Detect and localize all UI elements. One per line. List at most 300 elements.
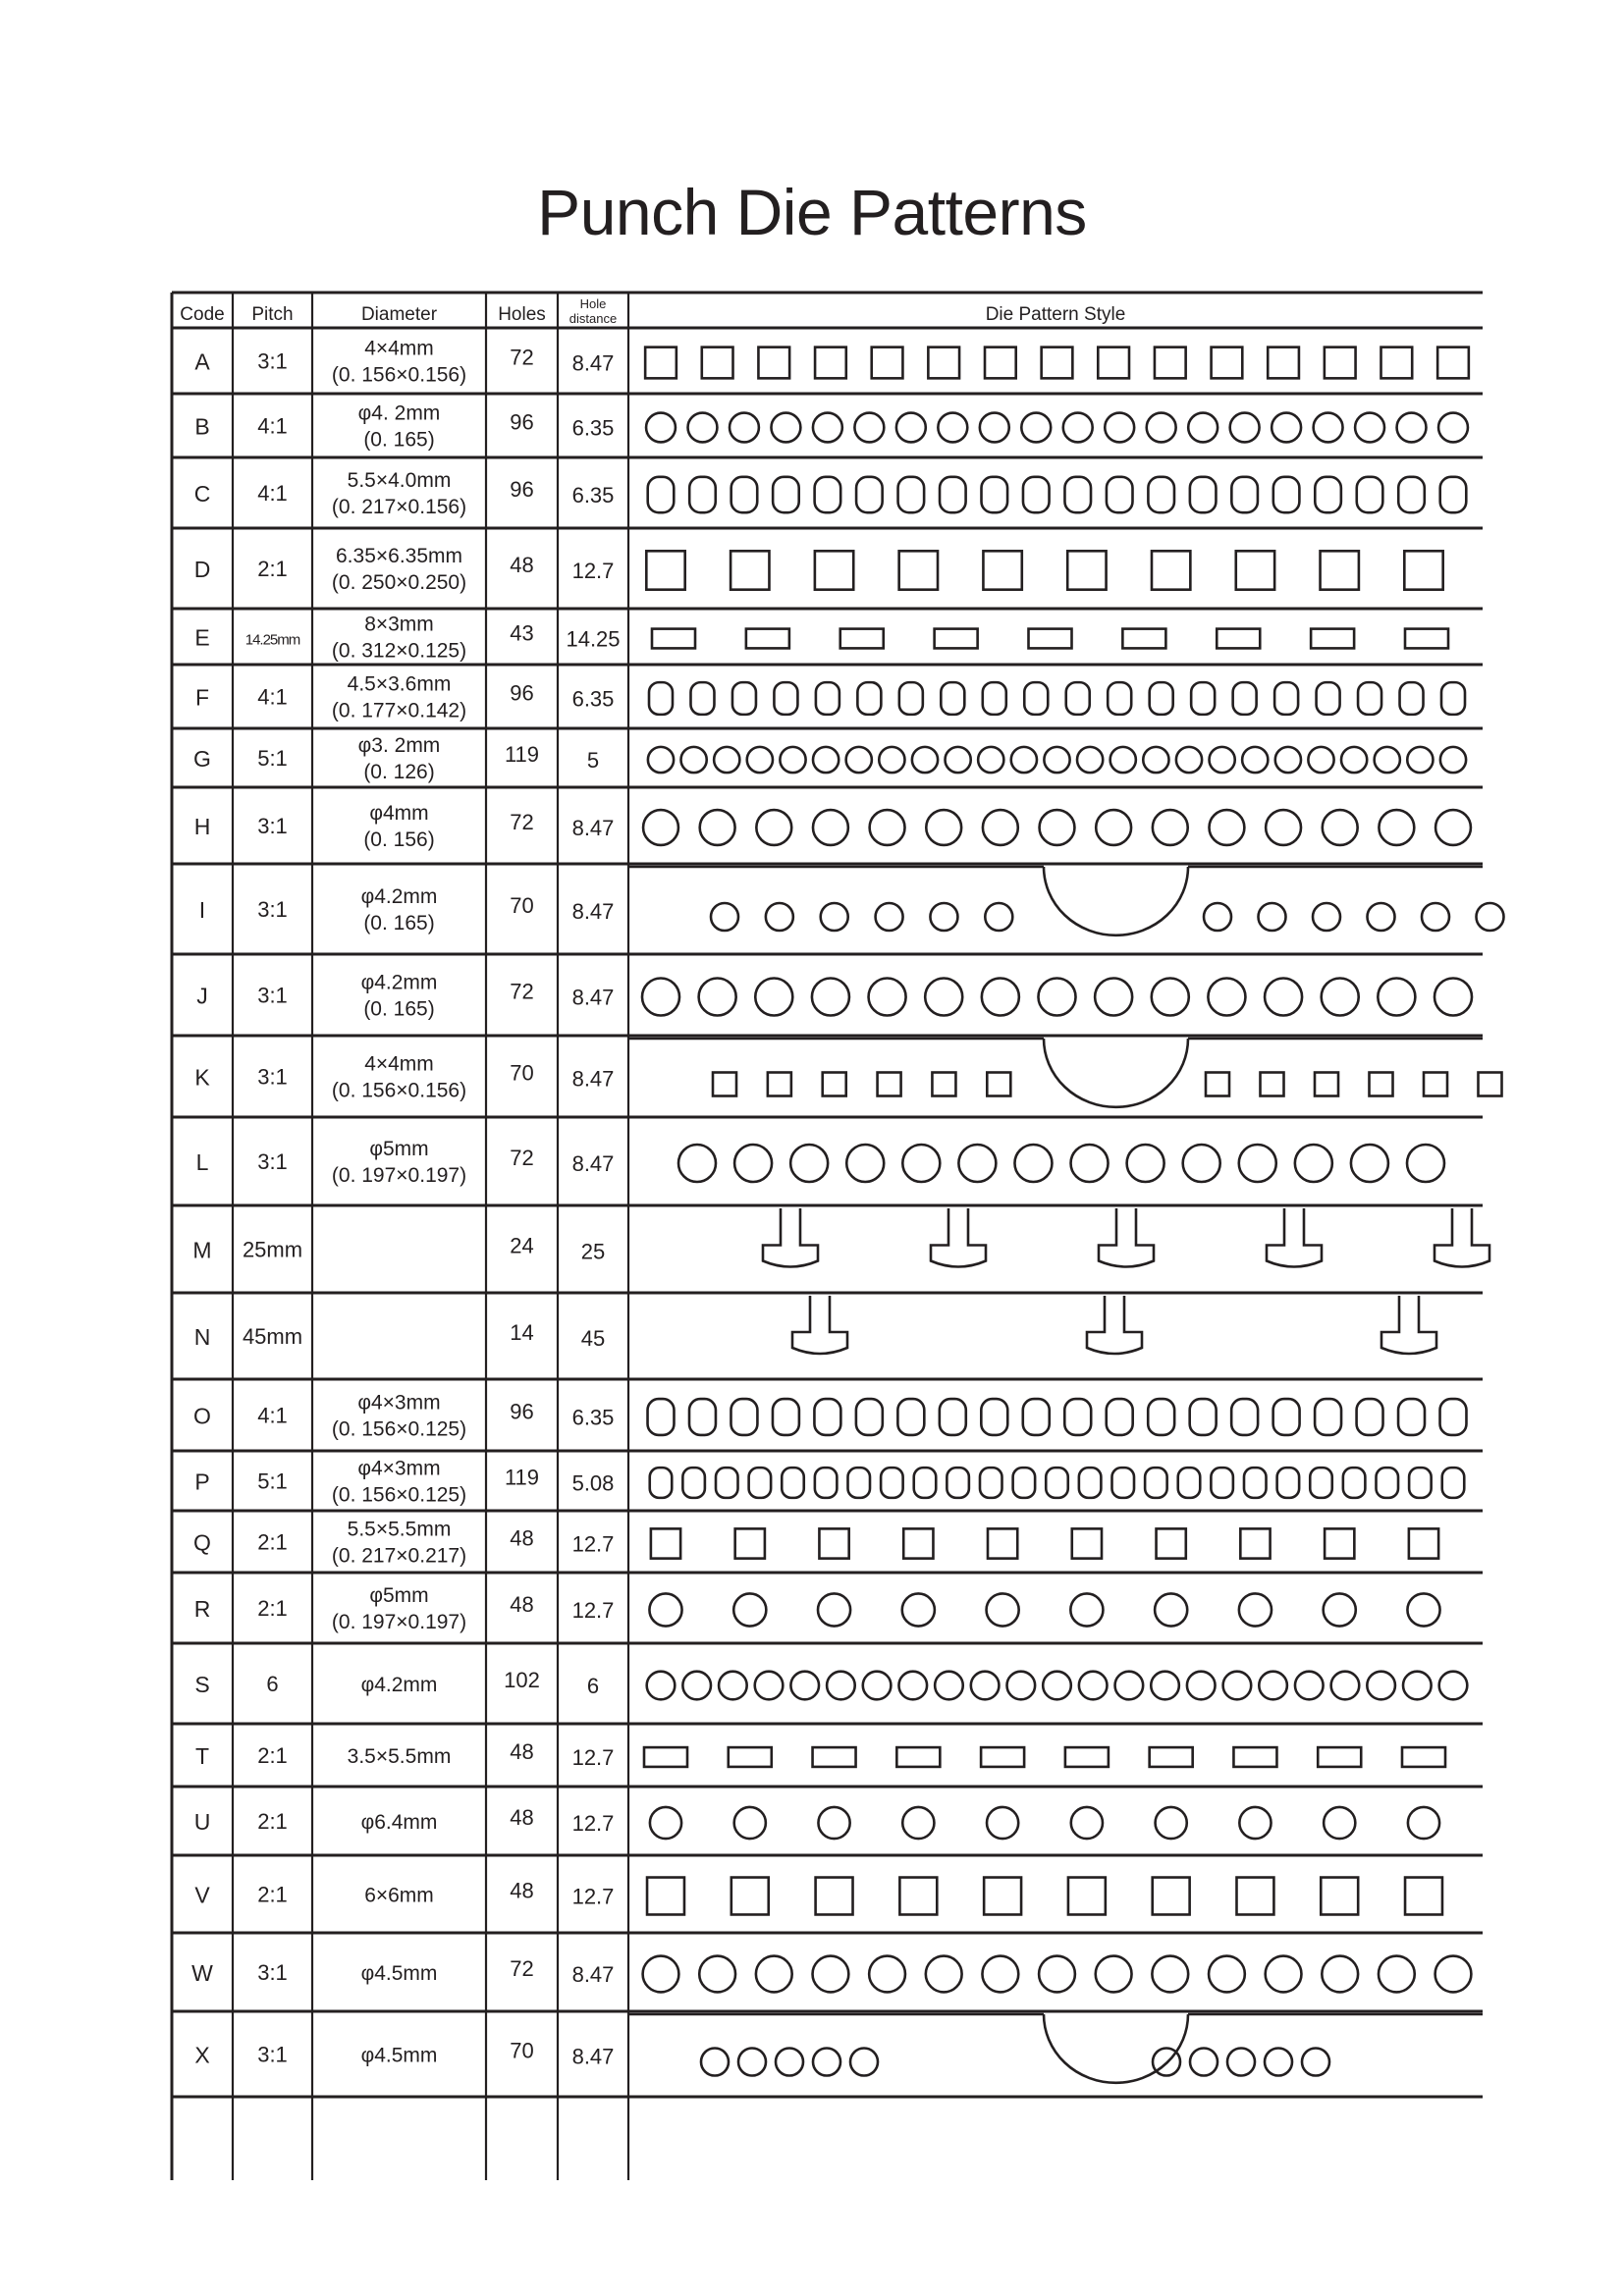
die-hole-oval	[1357, 1399, 1383, 1435]
die-hole-circle	[1440, 747, 1466, 773]
die-hole-circle	[1272, 413, 1301, 443]
die-hole-circle	[1266, 810, 1301, 845]
die-hole-circle	[649, 1593, 681, 1626]
die-hole-oval	[1190, 477, 1217, 512]
die-hole-circle	[846, 747, 872, 773]
row-hole-distance: 8.47	[571, 1962, 615, 1987]
die-hole-circle	[1438, 413, 1468, 443]
row-hole-distance: 14.25	[566, 626, 621, 652]
row-pitch: 45mm	[242, 1324, 303, 1349]
row-code: P	[194, 1468, 210, 1495]
die-hole-oval	[1145, 1468, 1167, 1498]
die-hole-circle	[711, 903, 738, 931]
row-pitch: 3:1	[257, 2042, 288, 2067]
die-hole-square	[646, 551, 684, 589]
die-hole-circle	[1314, 413, 1343, 443]
die-hole-oval	[782, 1468, 804, 1498]
die-hole-square	[647, 1878, 684, 1915]
die-hole-circle	[642, 979, 679, 1016]
die-hole-oval	[940, 1399, 966, 1435]
die-hole-circle	[1331, 1672, 1360, 1700]
die-hole-circle	[1063, 413, 1093, 443]
die-hole-square	[899, 1878, 937, 1915]
row-holes: 72	[510, 810, 534, 834]
die-hole-circle	[1275, 747, 1301, 773]
die-hole-square	[878, 1073, 901, 1096]
die-hole-circle	[1355, 413, 1384, 443]
row-hole-distance: 6.35	[571, 1405, 615, 1430]
row-hole-distance: 8.47	[571, 1066, 615, 1092]
die-hole-circle	[1095, 979, 1132, 1016]
die-hole-circle	[1152, 1956, 1188, 1993]
row-hole-distance: 6.35	[571, 483, 615, 507]
row-diameter: φ5mm	[369, 1584, 429, 1607]
die-hole-rect	[1029, 629, 1072, 649]
die-hole-square	[1261, 1073, 1284, 1096]
row-hole-distance: 6.35	[571, 415, 615, 441]
die-tslot	[1099, 1208, 1154, 1267]
row-hole-distance: 12.7	[571, 1598, 615, 1623]
die-hole-square	[932, 1073, 955, 1096]
die-hole-square	[768, 1073, 791, 1096]
die-hole-circle	[1259, 1672, 1287, 1700]
die-hole-oval	[814, 1399, 840, 1435]
row-diameter-inch: (0. 250×0.250)	[331, 571, 467, 594]
die-hole-oval	[1400, 682, 1424, 715]
die-hole-circle	[755, 979, 792, 1016]
die-hole-circle	[1295, 1672, 1324, 1700]
die-hole-square	[1042, 347, 1073, 379]
die-hole-oval	[689, 1399, 716, 1435]
row-hole-distance: 8.47	[571, 1151, 615, 1176]
die-hole-oval	[749, 1468, 772, 1498]
die-hole-square	[928, 347, 959, 379]
row-hole-distance: 12.7	[571, 1745, 615, 1770]
die-hole-oval	[881, 1468, 903, 1498]
die-hole-circle	[938, 413, 967, 443]
die-hole-oval	[1066, 682, 1090, 715]
die-hole-circle	[1313, 903, 1340, 931]
row-diameter-inch: (0. 156×0.156)	[331, 363, 467, 387]
row-holes: 96	[510, 409, 534, 435]
row-diameter-inch: (0. 217×0.156)	[331, 496, 467, 518]
die-hole-circle	[1209, 810, 1244, 845]
die-hole-oval	[1148, 1399, 1174, 1435]
die-hole-oval	[1398, 477, 1425, 512]
die-hole-rect	[1233, 1747, 1276, 1767]
die-hole-circle	[780, 747, 805, 773]
row-pitch: 3:1	[257, 1149, 288, 1174]
row-code: Q	[193, 1529, 211, 1556]
row-holes: 70	[510, 2038, 534, 2063]
row-hole-distance: 6.35	[571, 686, 615, 712]
row-diameter: φ4.2mm	[360, 885, 438, 908]
die-hole-circle	[1127, 1145, 1164, 1182]
die-hole-circle	[1110, 747, 1136, 773]
row-pitch: 6	[266, 1672, 279, 1696]
die-hole-oval	[1315, 477, 1341, 512]
die-hole-oval	[1310, 1468, 1332, 1498]
die-hole-circle	[869, 979, 906, 1016]
die-hole-circle	[896, 413, 926, 443]
die-hole-circle	[714, 747, 739, 773]
die-hole-circle	[734, 1807, 766, 1839]
row-diameter-inch: (0. 156×0.156)	[331, 1079, 467, 1102]
die-hole-circle	[1266, 1956, 1302, 1993]
die-hole-circle	[1152, 979, 1189, 1016]
row-diameter: φ4.2mm	[360, 1674, 438, 1696]
die-hole-circle	[734, 1145, 772, 1182]
die-hole-square	[1153, 1878, 1190, 1915]
die-hole-circle	[980, 413, 1009, 443]
die-hole-oval	[1343, 1468, 1366, 1498]
die-tslot	[1381, 1296, 1436, 1354]
die-hole-circle	[912, 747, 938, 773]
die-hole-oval	[857, 682, 881, 715]
die-hole-circle	[1407, 1593, 1439, 1626]
die-hole-rect	[746, 629, 789, 649]
die-hole-square	[872, 347, 903, 379]
die-hole-circle	[756, 1956, 792, 1993]
row-diameter: φ6.4mm	[360, 1811, 438, 1834]
die-hole-square	[1370, 1073, 1393, 1096]
die-hole-oval	[1211, 1468, 1233, 1498]
die-hole-oval	[650, 1468, 673, 1498]
die-hole-circle	[1151, 1672, 1179, 1700]
row-code: O	[193, 1403, 211, 1429]
row-holes: 24	[510, 1233, 534, 1258]
header-hole-distance: Hole	[579, 296, 607, 311]
die-hole-circle	[1096, 1956, 1132, 1993]
row-hole-distance: 12.7	[571, 1884, 615, 1909]
die-hole-square	[1236, 1878, 1273, 1915]
die-hole-oval	[773, 1399, 799, 1435]
die-hole-circle	[755, 1672, 784, 1700]
die-hole-square	[1479, 1073, 1502, 1096]
row-diameter: φ4×3mm	[357, 1457, 441, 1480]
row-diameter: 8×3mm	[364, 613, 434, 636]
die-hole-circle	[1190, 2049, 1218, 2076]
die-tslot	[763, 1208, 818, 1267]
row-hole-distance: 45	[580, 1326, 606, 1351]
die-hole-circle	[971, 1672, 1000, 1700]
die-hole-circle	[766, 903, 793, 931]
die-hole-rect	[896, 1747, 940, 1767]
row-pitch: 4:1	[257, 1403, 288, 1428]
die-hole-circle	[1071, 1145, 1109, 1182]
die-hole-circle	[1341, 747, 1367, 773]
die-hole-square	[985, 347, 1016, 379]
row-pitch: 3:1	[257, 1960, 288, 1985]
die-hole-square	[815, 551, 853, 589]
die-hole-circle	[898, 1672, 927, 1700]
die-hole-oval	[1108, 682, 1131, 715]
die-hole-oval	[1442, 1468, 1465, 1498]
row-pitch: 25mm	[242, 1237, 303, 1262]
die-hole-circle	[902, 1145, 940, 1182]
die-hole-circle	[650, 1807, 681, 1839]
row-code: M	[192, 1237, 212, 1263]
die-hole-oval	[1190, 1399, 1217, 1435]
die-hole-square	[1067, 551, 1106, 589]
row-code: V	[194, 1882, 210, 1908]
row-pitch: 2:1	[257, 557, 288, 581]
row-holes: 72	[510, 979, 534, 1004]
die-hole-oval	[1440, 477, 1467, 512]
die-hole-circle	[846, 1145, 884, 1182]
die-hole-oval	[981, 1399, 1007, 1435]
die-hole-oval	[1233, 682, 1257, 715]
row-pitch: 3:1	[257, 348, 288, 374]
row-diameter: 5.5×4.0mm	[347, 469, 452, 492]
die-hole-oval	[1107, 477, 1133, 512]
die-hole-circle	[813, 413, 842, 443]
die-hole-rect	[1402, 1747, 1445, 1767]
row-code: N	[193, 1324, 211, 1350]
die-tslot	[931, 1208, 986, 1267]
row-hole-distance: 8.47	[571, 985, 615, 1010]
row-holes: 72	[510, 1956, 534, 1981]
die-hole-circle	[827, 1672, 855, 1700]
die-hole-oval	[1315, 1399, 1341, 1435]
die-hole-circle	[1143, 747, 1168, 773]
row-pitch: 3:1	[257, 897, 288, 922]
die-hole-circle	[958, 1145, 996, 1182]
page-title: Punch Die Patterns	[537, 176, 1087, 248]
row-code: K	[194, 1064, 210, 1091]
row-diameter-inch: (0. 165)	[363, 428, 435, 452]
die-hole-circle	[1153, 810, 1188, 845]
die-hole-circle	[850, 2049, 878, 2076]
die-hole-oval	[899, 682, 923, 715]
die-hole-circle	[1183, 1145, 1220, 1182]
die-hole-circle	[983, 810, 1018, 845]
row-pitch: 14.25mm	[244, 631, 300, 649]
die-hole-oval	[731, 1399, 757, 1435]
die-hole-circle	[987, 1593, 1019, 1626]
row-diameter-inch: (0. 165)	[363, 997, 435, 1021]
die-hole-circle	[1435, 1956, 1472, 1993]
die-hole-circle	[1302, 2049, 1329, 2076]
die-hole-oval	[982, 477, 1008, 512]
row-holes: 119	[504, 1465, 540, 1490]
row-diameter: 5.5×5.5mm	[347, 1518, 452, 1541]
die-hole-oval	[690, 682, 714, 715]
die-hole-circle	[1407, 1145, 1444, 1182]
die-hole-circle	[1265, 979, 1302, 1016]
die-hole-square	[1321, 1878, 1358, 1915]
die-hole-oval	[1111, 1468, 1134, 1498]
row-diameter-inch: (0. 177×0.142)	[331, 699, 467, 722]
die-hole-circle	[926, 1956, 962, 1993]
die-hole-square	[1072, 1528, 1102, 1558]
row-diameter: φ4. 2mm	[357, 401, 441, 425]
die-hole-oval	[1273, 1399, 1300, 1435]
die-hole-circle	[1044, 747, 1069, 773]
row-hole-distance: 8.47	[571, 350, 615, 376]
die-hole-square	[1325, 347, 1356, 379]
die-hole-circle	[790, 1145, 828, 1182]
die-hole-circle	[1375, 747, 1400, 773]
die-hole-circle	[1079, 1672, 1108, 1700]
die-hole-circle	[1397, 413, 1427, 443]
die-hole-oval	[1191, 682, 1215, 715]
row-holes: 70	[510, 1060, 534, 1086]
row-pitch: 2:1	[257, 1529, 288, 1555]
die-hole-oval	[1064, 1399, 1091, 1435]
die-hole-circle	[879, 747, 904, 773]
die-hole-oval	[1231, 1399, 1258, 1435]
die-hole-oval	[1023, 477, 1050, 512]
row-diameter-inch: (0. 217×0.217)	[331, 1544, 467, 1568]
die-hole-circle	[854, 413, 884, 443]
row-holes: 72	[510, 1146, 534, 1170]
die-hole-rect	[813, 1747, 856, 1767]
row-diameter-inch: (0. 156)	[363, 828, 435, 851]
die-hole-oval	[1274, 682, 1298, 715]
row-holes: 43	[510, 620, 534, 646]
die-hole-circle	[1208, 979, 1245, 1016]
die-hole-square	[1240, 1528, 1270, 1558]
die-hole-circle	[1077, 747, 1103, 773]
row-hole-distance: 8.47	[571, 816, 615, 840]
die-hole-circle	[1367, 1672, 1395, 1700]
row-holes: 48	[510, 1592, 534, 1617]
die-hole-circle	[813, 1956, 849, 1993]
die-hole-rect	[1065, 1747, 1109, 1767]
die-hole-rect	[652, 629, 695, 649]
row-code: G	[193, 746, 211, 772]
die-hole-circle	[1043, 1672, 1071, 1700]
die-hole-circle	[869, 1956, 905, 1993]
die-hole-circle	[1408, 1807, 1439, 1839]
die-hole-circle	[985, 903, 1012, 931]
die-hole-oval	[732, 682, 756, 715]
die-hole-square	[1155, 347, 1186, 379]
die-hole-square	[1098, 347, 1129, 379]
die-hole-oval	[682, 1468, 705, 1498]
die-hole-circle	[982, 979, 1019, 1016]
row-pitch: 3:1	[257, 983, 288, 1008]
row-diameter: φ3. 2mm	[357, 734, 441, 757]
die-hole-square	[702, 347, 733, 379]
die-hole-circle	[1156, 1807, 1187, 1839]
die-hole-circle	[699, 1956, 735, 1993]
die-hole-oval	[947, 1468, 969, 1498]
row-diameter-inch: (0. 197×0.197)	[331, 1164, 467, 1187]
die-hole-circle	[1209, 1956, 1245, 1993]
die-hole-circle	[701, 2049, 729, 2076]
die-hole-circle	[1021, 413, 1051, 443]
die-hole-circle	[1239, 1807, 1271, 1839]
row-hole-distance: 5.08	[571, 1470, 615, 1496]
die-hole-circle	[1368, 903, 1395, 931]
die-hole-square	[903, 1528, 933, 1558]
row-pitch: 2:1	[257, 1743, 288, 1768]
die-hole-oval	[648, 477, 675, 512]
row-pitch: 4:1	[257, 481, 288, 506]
row-diameter: φ4×3mm	[357, 1391, 441, 1415]
die-hole-circle	[876, 903, 903, 931]
row-diameter-inch: (0. 156×0.125)	[331, 1483, 467, 1507]
row-pitch: 2:1	[257, 1809, 288, 1834]
die-hole-rect	[1217, 629, 1260, 649]
die-hole-square	[1236, 551, 1274, 589]
die-hole-circle	[1477, 903, 1504, 931]
row-code: W	[191, 1960, 213, 1986]
die-hole-rect	[729, 1747, 772, 1767]
die-hole-square	[899, 551, 938, 589]
row-diameter: φ5mm	[369, 1138, 429, 1160]
die-hole-square	[1437, 347, 1469, 379]
die-hole-circle	[821, 903, 848, 931]
die-hole-circle	[681, 747, 707, 773]
die-hole-circle	[738, 2049, 766, 2076]
die-hole-square	[988, 1528, 1017, 1558]
die-hole-square	[1206, 1073, 1229, 1096]
die-hole-circle	[1322, 1956, 1358, 1993]
die-hole-circle	[1239, 1593, 1272, 1626]
row-code: C	[193, 481, 211, 507]
die-hole-circle	[682, 1672, 711, 1700]
die-hole-oval	[1107, 1399, 1133, 1435]
die-hole-circle	[1227, 2049, 1255, 2076]
row-code: X	[194, 2042, 210, 2068]
row-code: E	[194, 624, 210, 651]
die-hole-circle	[813, 810, 848, 845]
die-hole-circle	[1007, 1672, 1036, 1700]
row-holes: 119	[504, 742, 540, 767]
row-code: S	[194, 1672, 210, 1697]
die-hole-square	[731, 551, 769, 589]
die-hole-circle	[1379, 1956, 1415, 1993]
die-hole-circle	[1155, 1593, 1187, 1626]
die-hole-circle	[863, 1672, 892, 1700]
die-hole-square	[816, 1878, 853, 1915]
header-code: Code	[180, 304, 225, 325]
die-tslot	[792, 1296, 847, 1354]
die-hole-circle	[730, 413, 759, 443]
die-hole-circle	[1040, 810, 1075, 845]
row-diameter: 4×4mm	[364, 1052, 434, 1076]
die-notch	[1044, 867, 1188, 935]
die-hole-circle	[1378, 979, 1415, 1016]
die-hole-oval	[816, 682, 839, 715]
die-hole-square	[823, 1073, 846, 1096]
die-hole-circle	[1039, 979, 1076, 1016]
die-hole-circle	[1011, 747, 1037, 773]
die-hole-circle	[1322, 979, 1359, 1016]
die-tslot	[1267, 1208, 1322, 1267]
header-hole-distance: distance	[568, 311, 618, 326]
die-hole-circle	[1105, 413, 1134, 443]
die-hole-circle	[1210, 747, 1235, 773]
row-diameter: φ4.5mm	[360, 2044, 438, 2067]
die-hole-circle	[747, 747, 773, 773]
die-hole-circle	[1188, 413, 1218, 443]
die-hole-circle	[1323, 810, 1358, 845]
die-hole-circle	[646, 413, 676, 443]
die-hole-oval	[1317, 682, 1340, 715]
die-hole-circle	[1435, 979, 1472, 1016]
die-hole-square	[987, 1073, 1010, 1096]
die-hole-square	[1409, 1528, 1438, 1558]
row-code: H	[193, 814, 211, 839]
die-hole-oval	[1150, 682, 1173, 715]
die-hole-circle	[688, 413, 718, 443]
die-hole-oval	[1376, 1468, 1398, 1498]
die-hole-oval	[1023, 1399, 1050, 1435]
